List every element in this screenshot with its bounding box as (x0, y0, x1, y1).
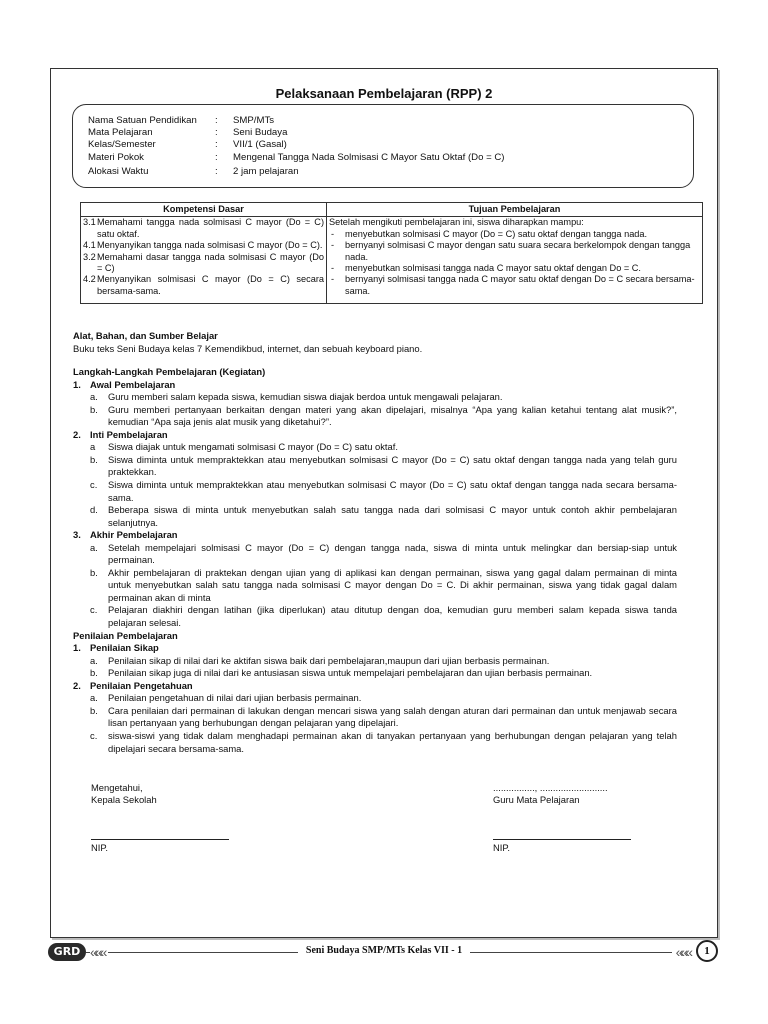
page-number: 1 (696, 940, 718, 962)
item-num: a (90, 441, 96, 453)
section-num: 2. (73, 679, 81, 691)
item-text: Guru memberi salam kepada siswa, kemudian siswa diajak berdoa untuk mengawali pelajaran. (108, 391, 503, 403)
item-num: b. (90, 667, 98, 679)
signature-left-line2: Kepala Sekolah (91, 793, 157, 805)
tp-dash: - (331, 263, 335, 274)
item-text: Siswa diminta untuk mempraktekkan atau menyebutkan solmisasi C mayor (Do = C) satu oktaf dengan tangga nada yang telah guru praktekkan. (108, 453, 677, 478)
list-item (73, 441, 677, 454)
chevron-left-icon: ««« (90, 943, 108, 961)
item-text: Akhir pembelajaran di praktekan dengan ujian yang di aplikasi kan dengan permainan, siswa yang gagal dalam permainan di minta untuk menyebutkan salah satu tangga nada solmisasi C mayor dengan Do = C. Di akhir permainan, siswa yang tidak gagal dalam permainan akan di minta (108, 566, 677, 603)
kd-text: Memahami tangga nada solmisasi C mayor (Do = C) satu oktaf. (97, 217, 324, 239)
list-item (73, 655, 677, 668)
signature-right-nip: NIP. (493, 842, 511, 853)
section-num: 3. (73, 529, 81, 541)
penilaian-heading: Penilaian Pembelajaran (73, 629, 178, 641)
alat-text: Buku teks Seni Budaya kelas 7 Kemendikbud, internet, dan sebuah keyboard piano. (73, 342, 423, 354)
item-num: c. (90, 479, 98, 491)
signature-left-line1: Mengetahui, (91, 782, 143, 793)
item-text: Pelajaran diakhiri dengan latihan (jika diperlukan) atau ditutup dengan doa, kemudian guru memberi salam kepada siswa tanda pelajaran selesai. (108, 604, 677, 629)
item-text: Penilaian sikap di nilai dari ke aktifan siswa baik dari pembelajaran,maupun dari ujian berbasis permainan. (108, 654, 550, 666)
signature-right-line1: ................, .......................... (493, 782, 608, 793)
tp-header: Tujuan Pembelajaran (327, 203, 703, 217)
list-item (73, 504, 677, 529)
kd-num: 4.2 (83, 274, 96, 285)
section-heading (73, 379, 677, 392)
identity-value: 2 jam pelajaran (233, 166, 299, 177)
list-item (73, 692, 677, 705)
signature-left (91, 782, 157, 805)
item-num: b. (90, 403, 98, 415)
tp-text: bernyanyi solmisasi C mayor dengan satu suara secara berkelompok dengan tangga nada. (345, 240, 691, 262)
identity-label: Alokasi Waktu (88, 166, 149, 177)
identity-label: Kelas/Semester (88, 139, 156, 150)
section-title: Akhir Pembelajaran (90, 529, 178, 541)
list-item (73, 479, 677, 504)
list-item (73, 705, 677, 730)
identity-colon: : (215, 139, 218, 150)
item-num: a. (90, 654, 98, 666)
alat-heading: Alat, Bahan, dan Sumber Belajar (73, 330, 218, 341)
identity-colon: : (215, 115, 218, 126)
list-item (73, 667, 677, 680)
item-num: b. (90, 566, 98, 578)
item-text: Siswa diminta untuk mempraktekkan atau menyebutkan solmisasi C mayor (Do = C) satu oktaf dengan tangga nada secara bersama-sama. (108, 479, 677, 503)
tp-intro: Setelah mengikuti pembelajaran ini, siswa diharapkan mampu: (329, 217, 584, 228)
grd-logo: GRD (48, 943, 86, 961)
section-title: Awal Pembelajaran (90, 378, 176, 390)
item-num: a. (90, 692, 98, 704)
kd-text: Menyanyikan tangga nada solmisasi C mayor (Do = C). (97, 240, 323, 251)
tp-dash: - (331, 274, 335, 285)
list-item (73, 404, 677, 429)
section-heading (73, 642, 677, 655)
list-item (73, 567, 677, 605)
kd-item (83, 217, 324, 240)
identity-label: Nama Satuan Pendidikan (88, 115, 197, 126)
kd-header: Kompetensi Dasar (81, 203, 327, 217)
section-title: Inti Pembelajaran (90, 428, 168, 440)
signature-left-nip: NIP. (91, 842, 109, 853)
item-num: c. (90, 604, 98, 616)
item-text: Setelah mempelajari solmisasi C mayor (Do = C) dengan tangga nada, siswa di minta untuk melingkar dan bersiap-siap untuk permainan. (108, 541, 677, 566)
tp-dash: - (331, 228, 335, 239)
footer-text-wrap (46, 945, 722, 956)
kd-text: Menyanyikan solmisasi C mayor (Do = C) secara bersama-sama. (97, 274, 324, 296)
tp-item (329, 274, 700, 297)
item-text: Beberapa siswa di minta untuk menyebutkan salah satu tangga nada dari solmisasi C mayor untuk contoh akhir pembelajaran selanjutnya. (108, 504, 677, 528)
item-text: Penilaian pengetahuan di nilai dari ujian berbasis permainan. (108, 692, 362, 704)
item-text: siswa-siswi yang tidak dalam menghadapi permainan akan di tanyakan pertanyaan yang berhubungan dengan pelajaran yang telah dipelajari secara bersama-sama. (108, 729, 677, 754)
item-text: Guru memberi pertanyaan berkaitan dengan materi yang akan dipelajari, misalnya “Apa yang kalian ketahui tentang alat musik?”, kemudian “Apa saja jenis alat musik yang diketahui?”. (108, 403, 677, 428)
footer-text: Seni Budaya SMP/MTs Kelas VII - 1 (298, 945, 470, 956)
kd-item (83, 274, 324, 297)
section-heading (73, 429, 677, 442)
item-num: a. (90, 391, 98, 403)
kd-text: Memahami dasar tangga nada solmisasi C mayor (Do = C) (97, 251, 324, 274)
section-heading (73, 529, 677, 542)
tp-item (329, 229, 700, 240)
page-footer (46, 939, 722, 967)
kd-num: 3.1 (83, 217, 96, 228)
identity-colon: : (215, 127, 218, 138)
identity-value: SMP/MTs (233, 115, 275, 126)
tp-text: menyebutkan solmisasi C mayor (Do = C) satu oktaf dengan tangga nada. (345, 228, 648, 239)
list-item (73, 391, 677, 404)
identity-value: Seni Budaya (233, 127, 288, 138)
item-num: a. (90, 541, 98, 553)
list-item (73, 542, 677, 567)
tp-cell (327, 217, 703, 304)
tp-dash: - (331, 240, 335, 251)
kd-item (83, 252, 324, 275)
chevron-right-icon: ««« (672, 943, 690, 961)
kd-num: 4.1 (83, 240, 96, 251)
content-body (73, 330, 677, 755)
section-num: 2. (73, 428, 81, 440)
list-item (73, 604, 677, 629)
item-num: c. (90, 729, 98, 741)
item-num: d. (90, 504, 98, 516)
identity-value: VII/1 (Gasal) (233, 139, 287, 150)
item-num: b. (90, 453, 98, 465)
signature-right-line2: Guru Mata Pelajaran (493, 793, 580, 805)
signature-right (493, 782, 608, 805)
kd-cell (81, 217, 327, 304)
kompetensi-table (80, 202, 703, 304)
item-text: Cara penilaian dari permainan di lakukan dengan mencari siswa yang salah dengan aturan dari permainan dan untuk menjawab secara lisan pertanyaan yang berhubungan dengan pelajaran yang dipelajari. (108, 704, 677, 729)
identity-label: Materi Pokok (88, 152, 144, 163)
item-num: b. (90, 704, 98, 716)
tp-item (329, 263, 700, 274)
section-num: 1. (73, 378, 81, 390)
kd-num: 3.2 (83, 251, 96, 262)
tp-text: bernyanyi solmisasi tangga nada C mayor satu oktaf dengan Do = C secara bersama-sama. (345, 274, 695, 296)
identity-value: Mengenal Tangga Nada Solmisasi C Mayor Satu Oktaf (Do = C) (233, 152, 505, 163)
tp-text: menyebutkan solmisasi tangga nada C mayor satu oktaf dengan Do = C. (345, 263, 641, 274)
signature-left-line (91, 839, 229, 840)
item-text: Penilaian sikap juga di nilai dari ke antusiasan siswa untuk mempelajari pembelajaran dan ujian berbasis permainan. (108, 667, 593, 679)
tp-item (329, 240, 700, 263)
identity-colon: : (215, 166, 218, 177)
page-title: Pelaksanaan Pembelajaran (RPP) 2 (275, 86, 493, 101)
langkah-heading: Langkah-Langkah Pembelajaran (Kegiatan) (73, 366, 266, 378)
list-item (73, 730, 677, 755)
signature-right-line (493, 839, 631, 840)
identity-colon: : (215, 152, 218, 163)
identity-label: Mata Pelajaran (88, 127, 153, 138)
list-item (73, 454, 677, 479)
section-title: Penilaian Sikap (90, 642, 159, 654)
kd-item (83, 240, 324, 251)
section-heading (73, 680, 677, 693)
section-num: 1. (73, 642, 81, 654)
item-text: Siswa diajak untuk mengamati solmisasi C mayor (Do = C) satu oktaf. (108, 441, 398, 453)
section-title: Penilaian Pengetahuan (90, 679, 193, 691)
